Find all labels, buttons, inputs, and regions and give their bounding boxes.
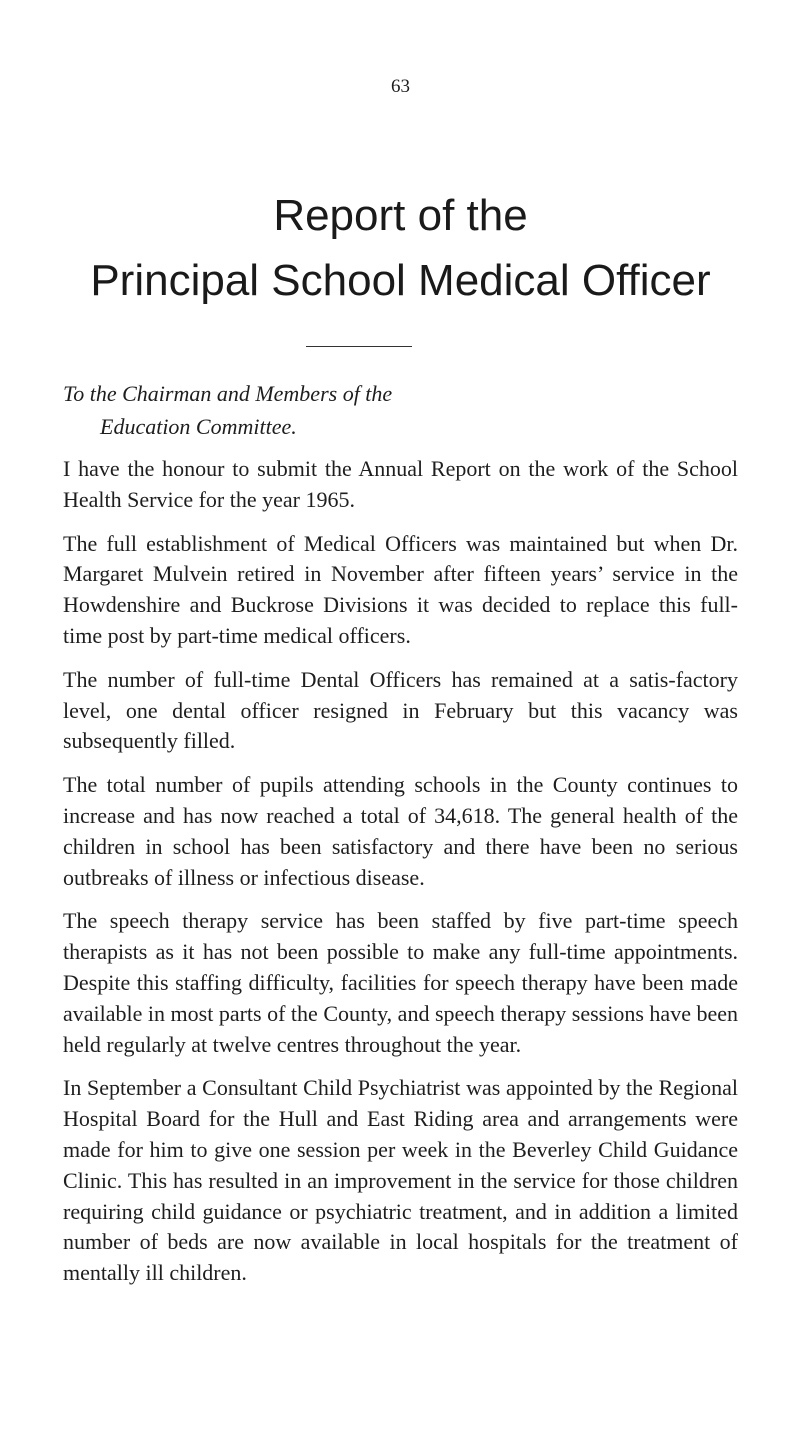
paragraph-submission: I have the honour to submit the Annual Report on the work of the School Health Service for the year 1965. bbox=[63, 456, 738, 512]
paragraph-pupil-numbers: The total number of pupils attending schools in the County continues to increase and has now reached a total of 34,618. The general health of the children in school has been satisfactory and there have been no serious outbreaks of illness or infectious disease. bbox=[63, 772, 738, 890]
report-title-line-2: Principal School Medical Officer bbox=[90, 256, 711, 305]
title-divider-rule bbox=[306, 346, 412, 347]
paragraph-medical-officers: The full establishment of Medical Officers was maintained but when Dr. Margaret Mulvein retired in November after fifteen years’ service in the Howdenshire and Buckrose Divisions it was decided to replace this full-time post by part-time medical officers. bbox=[63, 530, 738, 648]
paragraph-dental-officers: The number of full-time Dental Officers has remained at a satis-factory level, one dental officer resigned in February but this vacancy was subsequently filled. bbox=[63, 666, 738, 754]
salutation-line-1: To the Chairman and Members of the bbox=[63, 381, 393, 406]
salutation bbox=[63, 377, 392, 443]
report-title bbox=[0, 183, 801, 313]
salutation-line-2: Education Committee. bbox=[100, 414, 297, 439]
page-number: 63 bbox=[391, 76, 410, 97]
paragraph-speech-therapy: The speech therapy service has been staffed by five part-time speech therapists as it has not been possible to make any full-time appointments. Despite this staffing difficulty, facilities for speech therapy have been made available in most parts of the County, and speech therapy sessions have been held regularly at twelve centres throughout the year. bbox=[63, 908, 738, 1057]
report-body bbox=[63, 454, 738, 1302]
paragraph-child-psychiatrist: In September a Consultant Child Psychiatrist was appointed by the Regional Hospital Board for the Hull and East Riding area and arrangements were made for him to give one session per week in the Beverley Child Guidance Clinic. This has resulted in an improvement in the service for those children requiring child guidance or psychiatric treatment, and in addition a limited number of beds are now available in local hospitals for the treatment of mentally ill children. bbox=[63, 1075, 738, 1286]
report-title-line-1: Report of the bbox=[273, 191, 528, 240]
